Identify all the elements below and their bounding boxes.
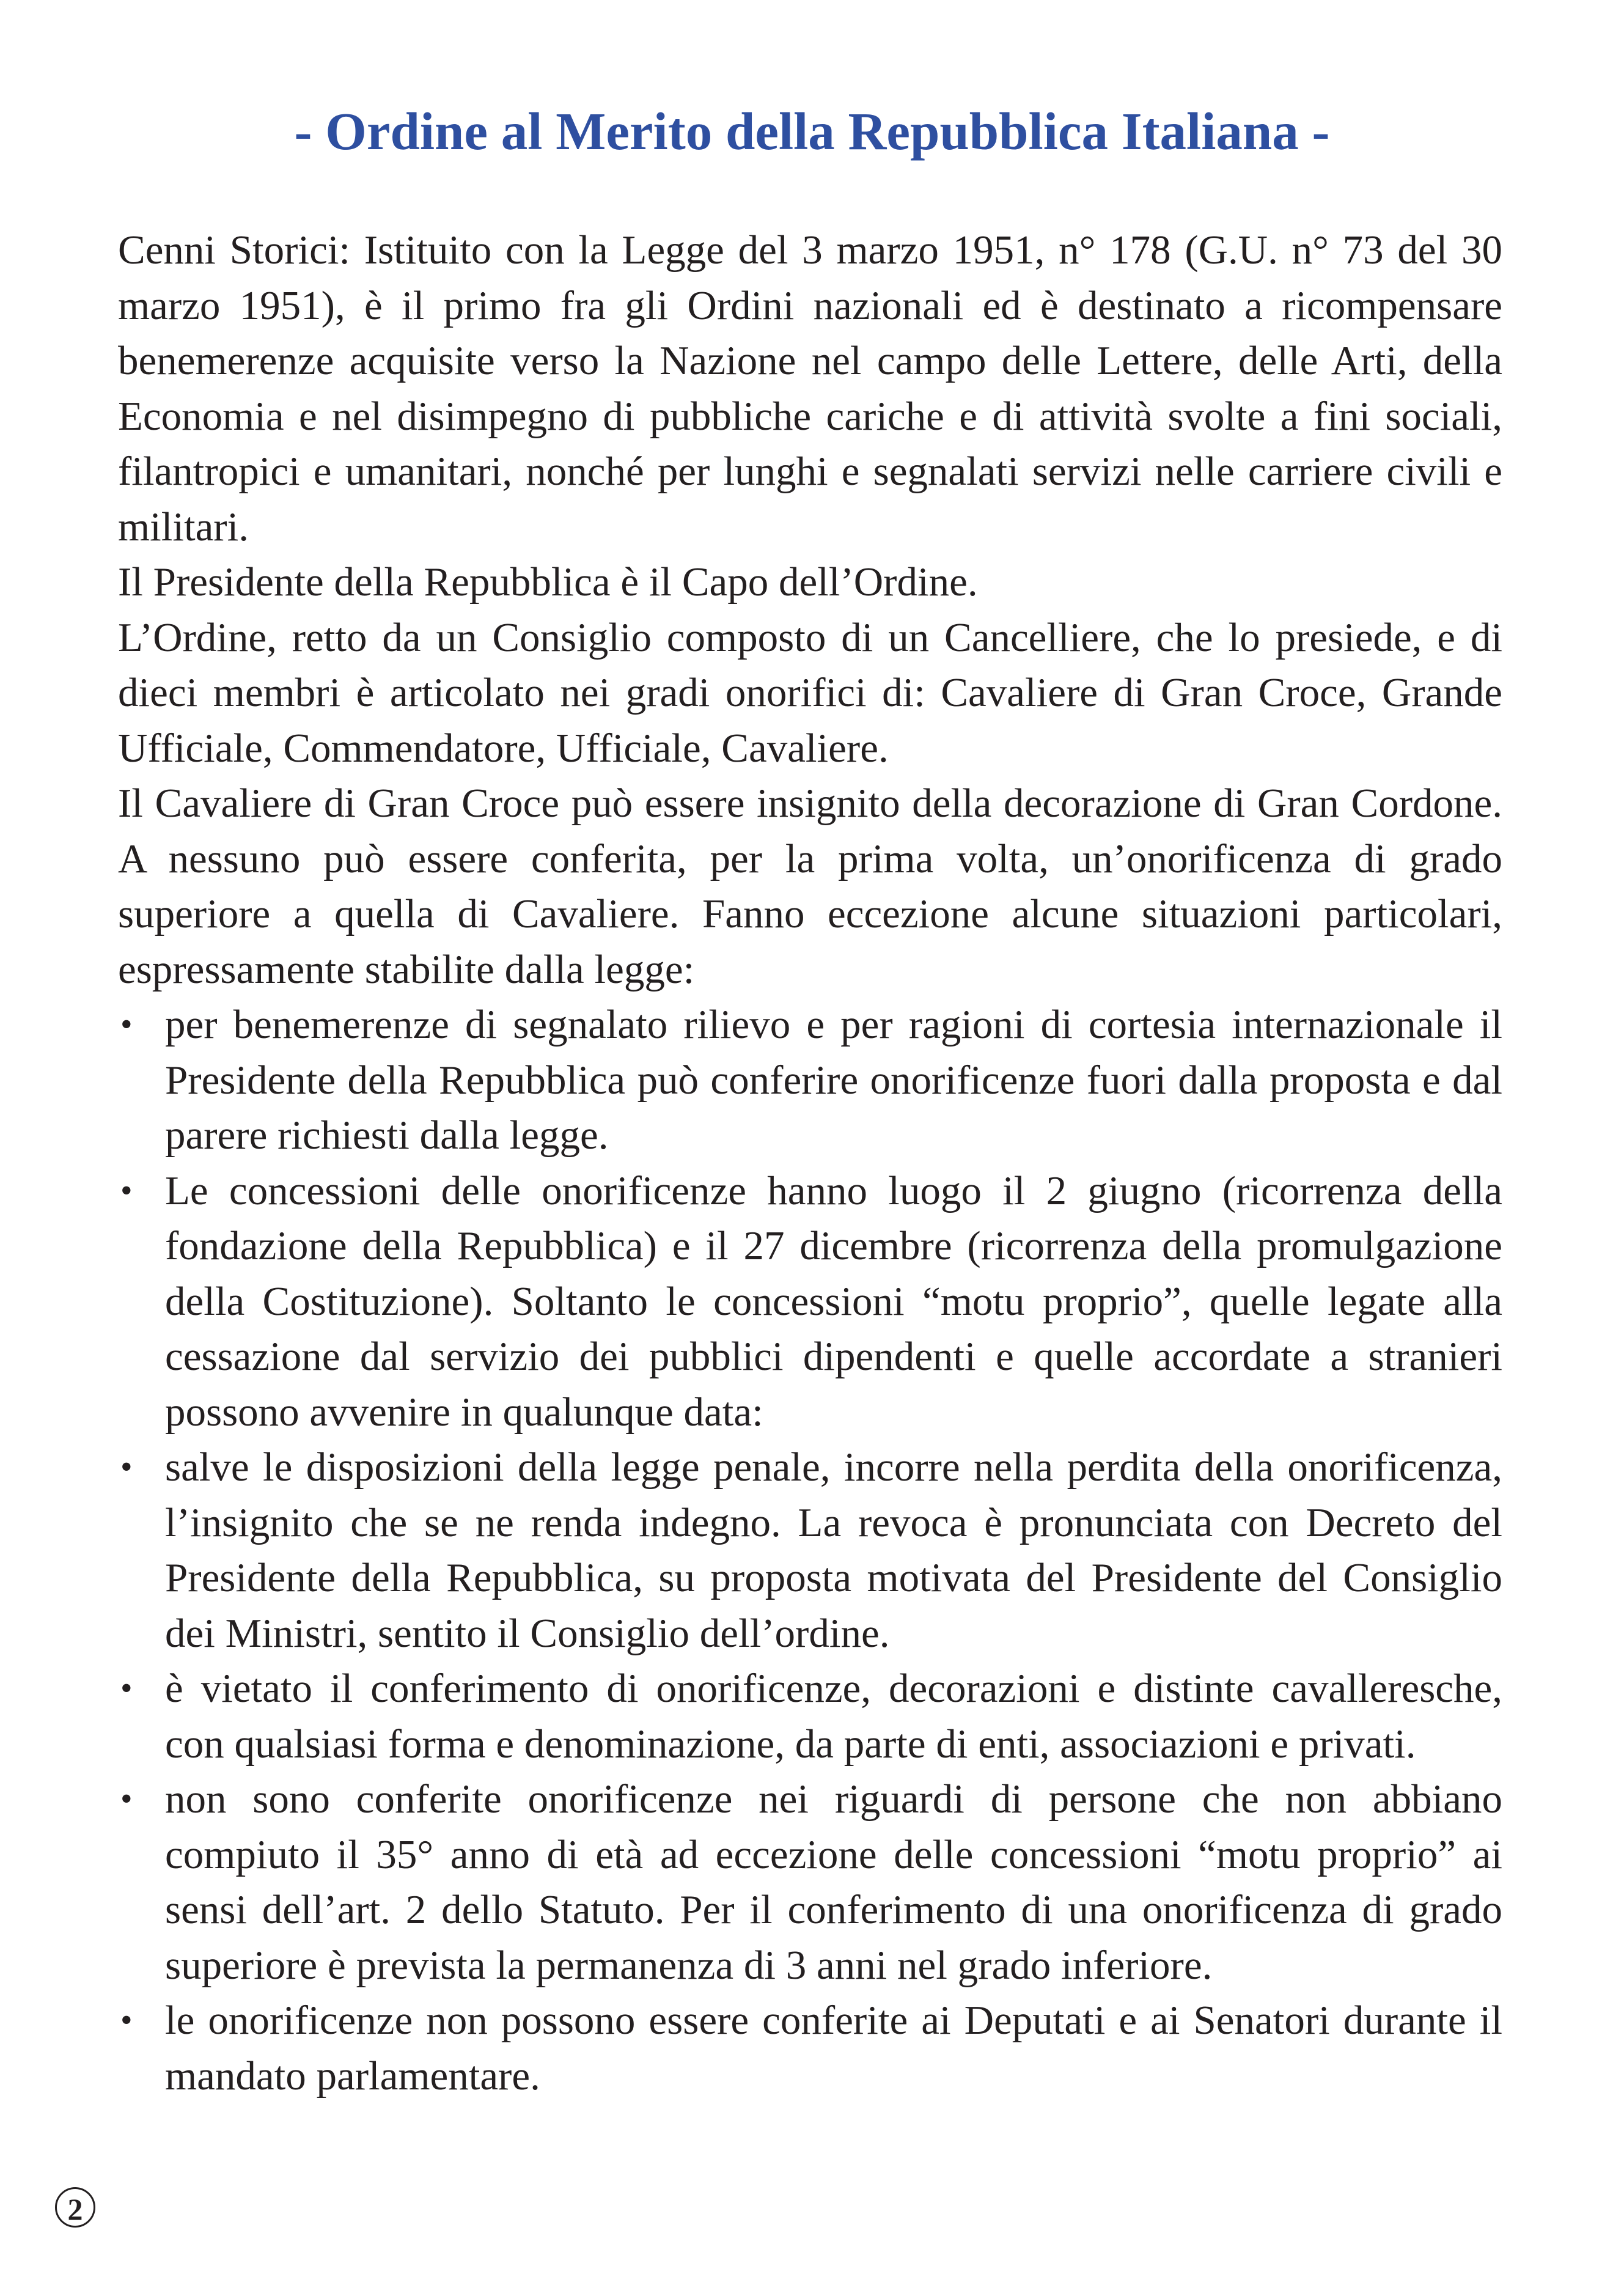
document-body [118,223,1502,2103]
list-item [118,1993,1502,2103]
list-item-text: Le concessioni delle onorificenze hanno luogo il 2 giugno (ricorrenza della fondazione della Repubblica) e il 27 dicembre (ricorrenza della promulgazione della Costituzione). Soltanto le concessioni “motu proprio”, quelle legate alla cessazione dal servizio dei pubblici dipendenti e quelle accordate a stranieri possono avvenire in qualunque data: [165,1168,1502,1435]
list-item [118,1772,1502,1993]
list-item [118,1661,1502,1772]
bullet-icon: • [120,1171,133,1210]
list-item [118,997,1502,1163]
bullet-icon: • [120,1780,133,1818]
paragraph-capo-ordine: Il Presidente della Repubblica è il Capo dell’Ordine. [118,559,978,605]
page-title: - Ordine al Merito della Repubblica Italiana - [294,101,1330,161]
bullet-list [118,997,1502,2103]
paragraph-cenni-storici: Cenni Storici: Istituito con la Legge del 3 marzo 1951, n° 178 (G.U. n° 73 del 30 marzo 1951), è il primo fra gli Ordini nazionali ed è destinato a ricompensare benemerenze acquisite verso la Nazione nel campo delle Lettere, delle Arti, della Economia e nel disimpegno di pubbliche cariche e di attività svolte a fini sociali, filantropici e umanitari, nonché per lunghi e segnalati servizi nelle carriere civili e militari. [118,227,1502,550]
list-item-text: salve le disposizioni della legge penale, incorre nella perdita della onorificenza, l’insignito che se ne renda indegno. La revoca è pronunciata con Decreto del Presidente della Repubblica, su proposta motivata del Presidente del Consiglio dei Ministri, sentito il Consiglio dell’ordine. [165,1444,1502,1656]
list-item [118,1440,1502,1661]
bullet-icon: • [120,2001,133,2039]
page-number: 2 [55,2187,95,2228]
list-item-text: per benemerenze di segnalato rilievo e per ragioni di cortesia internazionale il Presidente della Repubblica può conferire onorificenze fuori dalla proposta e dal parere richiesti dalla legge. [165,1002,1502,1158]
list-item [118,1163,1502,1440]
bullet-icon: • [120,1669,133,1707]
bullet-icon: • [120,1006,133,1043]
paragraph-consiglio: L’Ordine, retto da un Consiglio composto di un Cancelliere, che lo presiede, e di dieci membri è articolato nei gradi onorifici di: Cavaliere di Gran Croce, Grande Ufficiale, Commendatore, Ufficiale, Cavaliere. [118,614,1502,771]
paragraph-gran-cordone: Il Cavaliere di Gran Croce può essere insignito della decorazione di Gran Cordone. A nessuno può essere conferita, per la prima volta, un’onorificenza di grado superiore a quella di Cavaliere. Fanno eccezione alcune situazioni particolari, espressamente stabilite dalla legge: [118,781,1502,992]
list-item-text: le onorificenze non possono essere conferite ai Deputati e ai Senatori durante il mandato parlamentare. [165,1998,1502,2099]
list-item-text: non sono conferite onorificenze nei riguardi di persone che non abbiano compiuto il 35° anno di età ad eccezione delle concessioni “motu proprio” ai sensi dell’art. 2 dello Statuto. Per il conferimento di una onorificenza di grado superiore è prevista la permanenza di 3 anni nel grado inferiore. [165,1776,1502,1988]
bullet-icon: • [120,1448,133,1486]
list-item-text: è vietato il conferimento di onorificenze, decorazioni e distinte cavalleresche, con qualsiasi forma e denominazione, da parte di enti, associazioni e privati. [165,1666,1502,1767]
